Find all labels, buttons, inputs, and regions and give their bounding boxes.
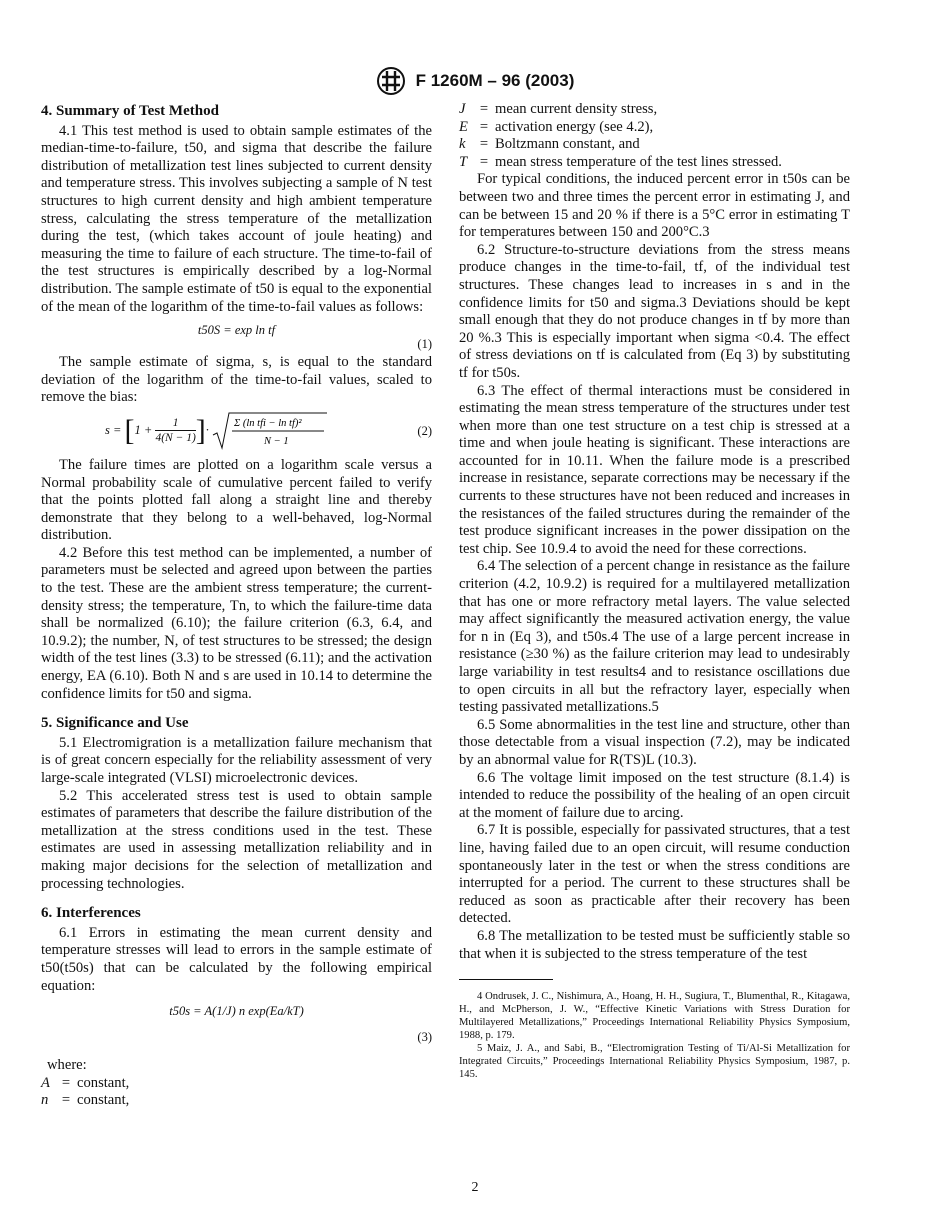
standard-designation: F 1260M – 96 (2003) xyxy=(415,71,575,90)
symbol-description: mean current density stress, xyxy=(495,101,658,117)
section-4-title: 4. Summary of Test Method xyxy=(41,103,219,119)
symbol-list-right xyxy=(459,101,850,171)
equation-1 xyxy=(41,316,432,354)
symbol-description: activation energy (see 4.2), xyxy=(495,118,654,135)
symbol-equals: = xyxy=(61,1074,71,1091)
symbol-equals: = xyxy=(479,118,489,135)
page-number: 2 xyxy=(471,1180,479,1195)
paragraph-6-8: 6.8 The metallization to be tested must be sufficiently stable so that when it is subjected to the stress temperature of the test xyxy=(459,927,850,962)
paragraph-typical: For typical conditions, the induced percent error in t50s can be between two and three times the percent error in estimating J, and can be between 15 and 20 % if there is a 5°C error in estimating T for temperatures between 150 and 200°C.3 xyxy=(459,171,850,241)
symbol-list-left xyxy=(41,1075,432,1110)
left-column xyxy=(41,101,432,1110)
symbol-row xyxy=(41,1092,432,1110)
symbol-equals: = xyxy=(61,1092,71,1109)
equation-3-text: t50s = A(1/J) n exp(Ea/kT) xyxy=(169,1004,304,1019)
symbol-row xyxy=(41,1075,432,1093)
equation-2-number: (2) xyxy=(417,423,432,438)
symbol-row xyxy=(459,119,850,137)
footnote-5: 5 Maiz, J. A., and Sabi, B., “Electromigration Testing of Ti/Al-Si Metallization for Integrated Circuits,” Proceedings International Reliability Physics Symposium, 1987, p. 145. xyxy=(459,1043,850,1081)
footnote-divider xyxy=(459,979,553,980)
paragraph-6-2: 6.2 Structure-to-structure deviations from the stress means produce changes in the time-to-fail, tf, of the individual test structures. These changes lead to increases in s and in the confidence limits for t50 and sigma.3 Deviations should be kept small enough that they do not produce changes in tf by more than 20 %.3 This is especially important when sigma <0.4. The effect of stress deviations on tf is calculated from (Eq 3) by substituting tf for t50s. xyxy=(459,241,850,381)
paragraph-6-3: 6.3 The effect of thermal interactions must be considered in estimating the mean stress temperature of the structures under test when more than one test structure on a test chip is stressed at a time and when joule heating is significant. These interactions are accounted for in 10.11. When the failure mode is a prescribed increase in resistance, separate corrections may be necessary if the currents to these structures have not been reduced and increases in the resistances of the failed structures during the remainder of the test produce significant increases in the power dissipation on the test chip. See 10.9.4 to avoid the need for these corrections. xyxy=(459,382,850,557)
symbol: J xyxy=(459,101,466,117)
section-5-title: 5. Significance and Use xyxy=(41,715,189,732)
astm-logo-icon xyxy=(376,66,406,96)
equation-1-text: t50S = exp ln tf xyxy=(197,323,276,338)
where-label: where: xyxy=(47,1057,87,1074)
paragraph-4-2: 4.2 Before this test method can be implemented, a number of parameters must be selected and agreed upon between the parties to the test. These are the ambient stress temperature; the current-density stress; the temperature, Tn, to which the failure-time data shall be normalized (6.10); the failure criterion (6.3, 6.4, and 10.9.2); the number, N, of test structures to be stressed; the design width of the test lines (3.3) to be stressed (6.11); and the activation energy, EA (6.10). Both N and s are used in 10.14 to determine the confidence limits for t50 and sigma. xyxy=(41,544,432,702)
paragraph-5-1: 5.1 Electromigration is a metallization failure mechanism that is of great concern especially for the reliability assessment of very large-scale integrated (VLSI) microelectronic devices. xyxy=(41,734,432,786)
symbol: A xyxy=(41,1074,50,1091)
page-header xyxy=(0,66,950,96)
symbol: E xyxy=(459,118,468,135)
paragraph-6-6: 6.6 The voltage limit imposed on the test structure (8.1.4) is intended to reduce the possibility of the healing of an open circuit at the moment of failure due to arcing. xyxy=(459,769,850,821)
sqrt-sign-icon xyxy=(212,411,328,451)
paragraph-6-4: 6.4 The selection of a percent change in resistance as the failure criterion (4.2, 10.9.2) is required for a multilayered metallization that has one or more refractory metal layers. The value selected may affect significantly the measured activation energy, the value for n in (Eq 3), and t50s.4 The use of a large percent increase in resistance (≥30 %) as the failure criterion may lead to undesirably large variability in test results4 and to resistance oscillations due to open circuits in all but the refractory layer, especially when testing passivated metallizations.5 xyxy=(459,558,850,716)
symbol-row xyxy=(459,136,850,154)
paragraph-5-2: 5.2 This accelerated stress test is used to obtain sample estimates of parameters that describe the failure distribution of the metallization at the stress conditions used in the test. These estimates are used in assessing metallization reliability and in making major decisions for the selection of metallization and processing technologies. xyxy=(41,787,432,892)
symbol: k xyxy=(459,136,466,153)
equation-3 xyxy=(41,995,432,1057)
paragraph-6-7: 6.7 It is possible, especially for passivated structures, that a test line, having failed due to an open circuit, will resume conduction spontaneously later in the test or when the stress conditions are interrupted for a period. The current to these structures shall be reduced as soon as practicable after their recovery has been detected. xyxy=(459,822,850,927)
symbol-description: mean stress temperature of the test lines stressed. xyxy=(495,153,782,170)
equation-1-number: (1) xyxy=(417,337,432,352)
symbol-equals: = xyxy=(479,153,489,170)
symbol-equals: = xyxy=(479,136,489,153)
paragraph-plot: The failure times are plotted on a logarithm scale versus a Normal probability scale of cumulative percent failed to verify that the points plotted fall along a straight line and thereby demonstrate that they belong to a well-behaved, log-Normal distribution. xyxy=(41,456,432,544)
svg-text:N − 1: N − 1 xyxy=(264,435,289,447)
right-column xyxy=(459,101,850,1081)
symbol-description: constant, xyxy=(77,1092,130,1109)
symbol-row xyxy=(459,101,850,119)
equation-2: s = [1 + $\frac{1}{4(N - 1)}$ ]· Σ (ln tfi − ln tf)² N − 1 (2) xyxy=(41,407,432,457)
symbol: n xyxy=(41,1092,49,1109)
equation-3-number: (3) xyxy=(417,1030,432,1045)
section-6-title: 6. Interferences xyxy=(41,905,141,922)
symbol: T xyxy=(459,153,468,170)
svg-text:Σ (ln tfi − ln tf)²: Σ (ln tfi − ln tf)² xyxy=(234,417,302,429)
symbol-row xyxy=(459,154,850,172)
paragraph-6-5: 6.5 Some abnormalities in the test line and structure, other than those detectable from a visual inspection (7.2), may be indicated by an abnormal value for R(TS)L (10.3). xyxy=(459,716,850,768)
symbol-equals: = xyxy=(479,101,489,117)
symbol-description: Boltzmann constant, and xyxy=(495,136,640,153)
paragraph-6-1: 6.1 Errors in estimating the mean current density and temperature stresses will lead to errors in the sample estimate of t50(t50s) that can be calculated by the following empirical equation: xyxy=(41,924,432,994)
paragraph-4-1: 4.1 This test method is used to obtain sample estimates of the median-time-to-failure, t50, and sigma that describe the failure distribution of metallization test lines subjected to current density and temperature stress. This involves subjecting a sample of N test structures to high current density and high ambient temperature stress, calculating the stress temperature of the metallization during the test, (which takes account of joule heating) and measuring the time to failure of each structure. The time-to-fail of the test structures is empirically described by a log-Normal distribution. The sample estimate of t50 is equal to the exponential of the mean of the logarithm of the time-to-fail values as follows: xyxy=(41,122,432,315)
paragraph-sigma: The sample estimate of sigma, s, is equal to the standard deviation of the logarithm of the time-to-fail values, scaled to remove the bias: xyxy=(41,354,432,406)
footnote-4: 4 Ondrusek, J. C., Nishimura, A., Hoang, H. H., Sugiura, T., Blumenthal, R., Kitagawa, H., and McPherson, J. W., “Effective Kinetic Variations with Stress Duration for Multilayered Metallizations,” Proceedings International Reliability Physics Symposium, 1988, p. 179. xyxy=(459,991,850,1042)
symbol-description: constant, xyxy=(77,1074,130,1091)
